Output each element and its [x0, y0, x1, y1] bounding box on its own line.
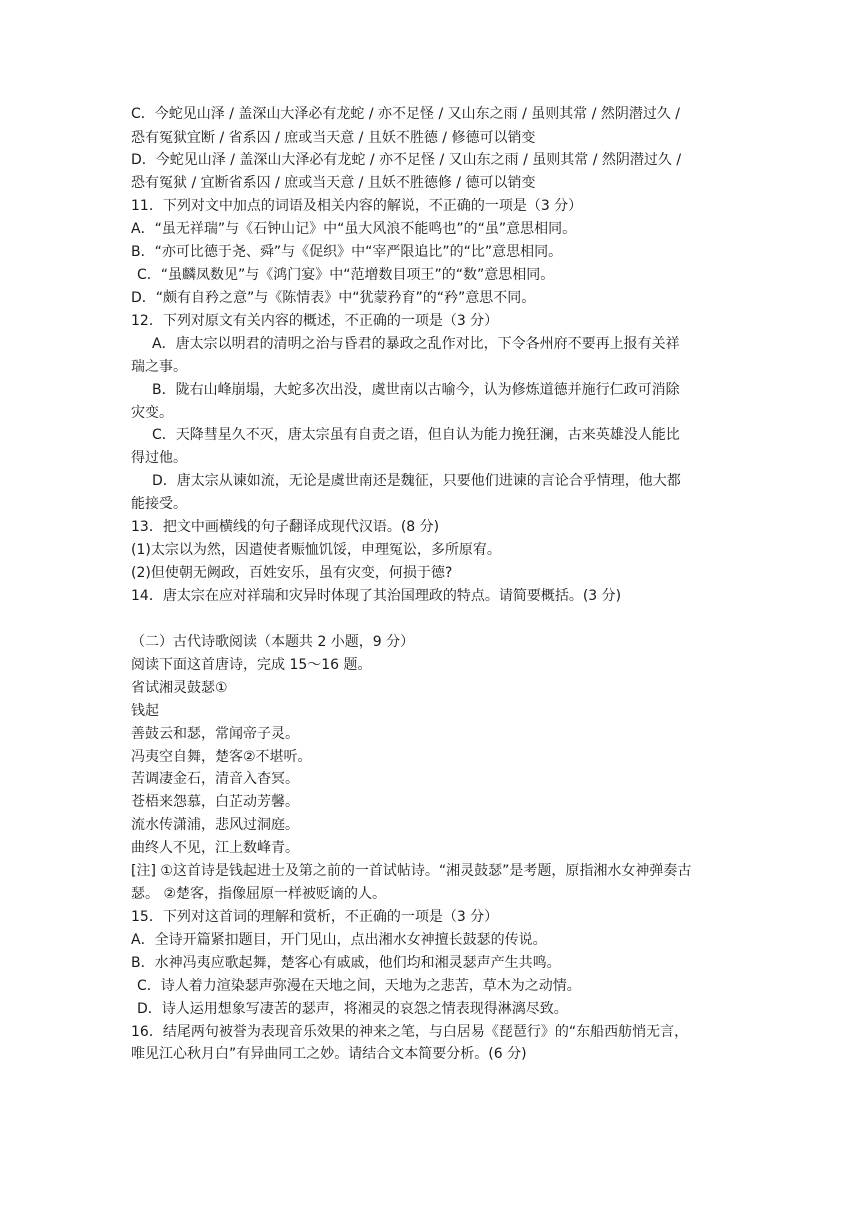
poem-note-line-2: 瑟。 ②楚客，指像屈原一样被贬谪的人。	[131, 886, 386, 902]
question-15-stem: 15．下列对这首词的理解和赏析，不正确的一项是（3 分）	[131, 909, 499, 925]
poem-author: 钱起	[131, 703, 159, 719]
q15-option-c: C．诗人着力渲染瑟声弥漫在天地之间，天地为之悲苦，草木为之动情。	[137, 978, 581, 994]
q12-option-d-line-2: 能接受。	[131, 496, 187, 512]
question-16-stem-line-2: 唯见江心秋月白”有异曲同工之妙。请结合文本简要分析。(6 分)	[131, 1046, 527, 1062]
q12-option-d-line-1: D．唐太宗从谏如流，无论是虞世南还是魏征，只要他们进谏的言论合乎情理，他大都	[152, 473, 681, 489]
question-11-stem: 11．下列对文中加点的词语及相关内容的解说，不正确的一项是（3 分）	[131, 198, 583, 214]
q12-option-c-line-2: 得过他。	[131, 450, 187, 466]
q15-option-b: B．水神冯夷应歌起舞，楚客心有戚戚，他们均和湘灵瑟声产生共鸣。	[131, 955, 561, 971]
question-16-stem-line-1: 16．结尾两句被誉为表现音乐效果的神来之笔，与白居易《琵琶行》的“东船西舫悄无言，	[131, 1024, 689, 1040]
q15-option-a: A．全诗开篇紧扣题目，开门见山，点出湘水女神擅长鼓瑟的传说。	[131, 932, 547, 948]
q12-option-c-line-1: C．天降彗星久不灭，唐太宗虽有自责之语，但自认为能力挽狂澜，古来英雄没人能比	[152, 427, 680, 443]
question-13-stem: 13．把文中画横线的句子翻译成现代汉语。(8 分)	[131, 519, 440, 535]
question-12-stem: 12．下列对原文有关内容的概述，不正确的一项是（3 分）	[131, 313, 499, 329]
q12-option-b-line-1: B．陇右山峰崩塌，大蛇多次出没，虞世南以古喻今，认为修炼道德并施行仁政可消除	[152, 382, 680, 398]
section-heading-poetry: （二）古代诗歌阅读（本题共 2 小题，9 分）	[131, 634, 415, 650]
q11-option-a: A．“虽无祥瑞”与《石钟山记》中“虽大风浪不能鸣也”的“虽”意思相同。	[131, 221, 577, 237]
q12-option-b-line-2: 灾变。	[131, 405, 173, 421]
poem-line-2: 冯夷空自舞，楚客②不堪听。	[131, 749, 312, 765]
q11-option-b: B．“亦可比德于尧、舜”与《促织》中“宰严限追比”的“比”意思相同。	[131, 244, 563, 260]
question-14-stem: 14．唐太宗在应对祥瑞和灾异时体现了其治国理政的特点。请简要概括。(3 分)	[131, 588, 622, 604]
option-d-line-1: D．今蛇见山泽 / 盖深山大泽必有龙蛇 / 亦不足怪 / 又山东之雨 / 虽则其常 / 然阴潜过久 /	[131, 152, 682, 168]
poem-title: 省试湘灵鼓瑟①	[131, 680, 228, 696]
poem-line-3: 苦调凄金石，清音入杳冥。	[131, 771, 299, 787]
poem-line-4: 苍梧来怨慕，白芷动芳馨。	[131, 794, 299, 810]
q13-sentence-2: (2)但使朝无阙政，百姓安乐，虽有灾变，何损于德?	[131, 565, 453, 581]
poem-line-5: 流水传潇浦，悲风过洞庭。	[131, 817, 299, 833]
poem-line-6: 曲终人不见，江上数峰青。	[131, 840, 299, 856]
poetry-instruction: 阅读下面这首唐诗，完成 15～16 题。	[131, 657, 372, 673]
q15-option-d: D．诗人运用想象写凄苦的瑟声，将湘灵的哀怨之情表现得淋漓尽致。	[137, 1001, 568, 1017]
q13-sentence-1: (1)太宗以为然，因遣使者赈恤饥馁，申理冤讼，多所原宥。	[131, 542, 501, 558]
poem-line-1: 善鼓云和瑟，常闻帝子灵。	[131, 726, 299, 742]
option-c-line-1: C．今蛇见山泽 / 盖深山大泽必有龙蛇 / 亦不足怪 / 又山东之雨 / 虽则其常 / 然阴潜过久 /	[131, 106, 681, 122]
q11-option-c: C．“虽麟凤数见”与《鸿门宴》中“范增数目项王”的“数”意思相同。	[137, 267, 555, 283]
option-d-line-2: 恐有冤狱 / 宜断省系囚 / 庶或当天意 / 且妖不胜德修 / 德可以销变	[131, 175, 536, 191]
q12-option-a-line-1: A．唐太宗以明君的清明之治与昏君的暴政之乱作对比，下令各州府不要再上报有关祥	[152, 336, 680, 352]
poem-note-line-1: [注] ①这首诗是钱起进士及第之前的一首试帖诗。“湘灵鼓瑟”是考题，原指湘水女神弹奏古	[131, 863, 692, 879]
q12-option-a-line-2: 瑞之事。	[131, 359, 187, 375]
option-c-line-2: 恐有冤狱宜断 / 省系囚 / 庶或当天意 / 且妖不胜德 / 修德可以销变	[131, 130, 536, 146]
q11-option-d: D．“颇有自矜之意”与《陈情表》中“犹蒙矜育”的“矜”意思不同。	[131, 290, 536, 306]
